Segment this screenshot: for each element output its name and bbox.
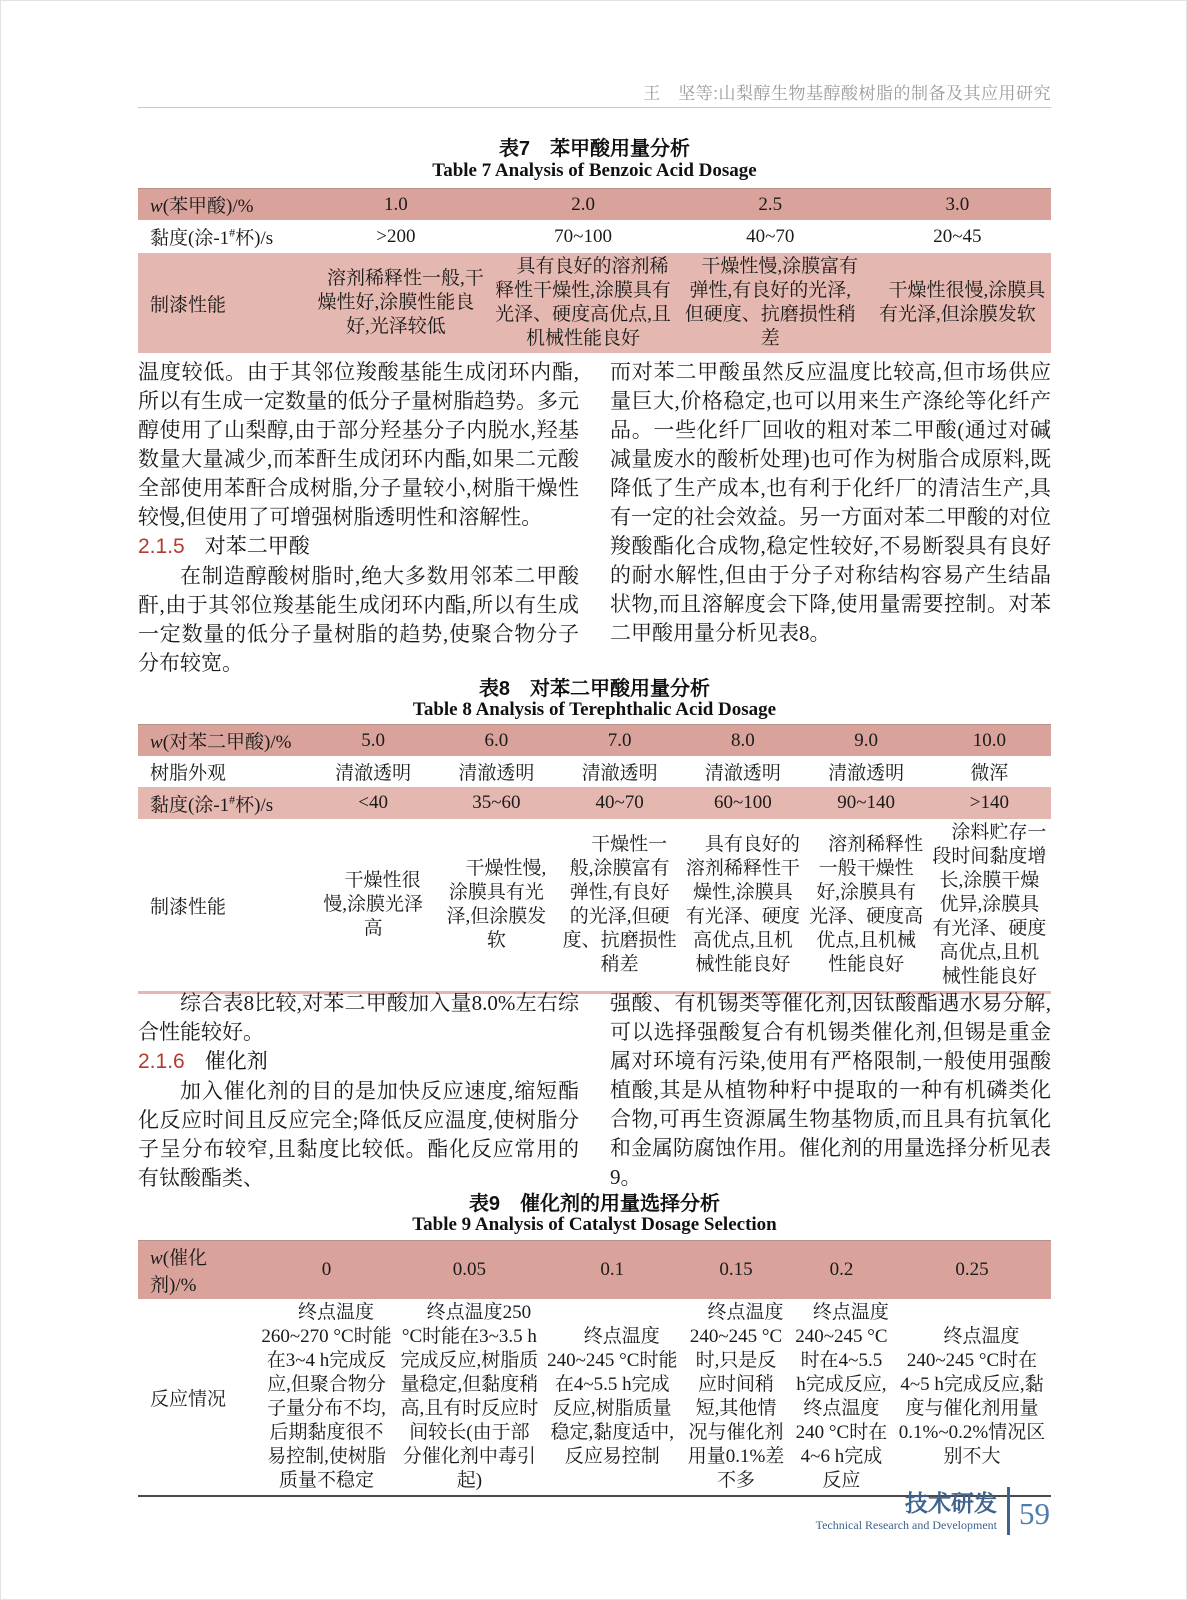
footer-section-cn: 技术研发: [905, 1489, 997, 1516]
superscript-hash: #: [229, 792, 236, 807]
table-row: [138, 253, 1051, 353]
table-cell: 20~45: [933, 225, 982, 247]
table-cell: 清澈透明: [828, 763, 905, 784]
table-cell: 清澈透明: [458, 763, 535, 784]
table-cell: 5.0: [361, 729, 385, 751]
paragraph: 强酸、有机锡类等催化剂,因钛酸酯遇水易分解,可以选择强酸复合有机锡类催化剂,但锡是重金属对环境有污染,使用有严格限制,一般使用强酸植酸,其是从植物种籽中提取的一种有机磷类化合物,可再生资源属生物基物质,而且具有抗氧化和金属防腐蚀作用。催化剂的用量选择分析见表9。: [610, 991, 1051, 1189]
table-cell: [138, 189, 302, 221]
table8-title-cn: 表8 对苯二甲酸用量分析: [478, 678, 711, 700]
label-text: 杯)/s: [235, 228, 274, 249]
table-cell: 40~70: [595, 792, 644, 813]
table8-title-en: Table 8 Analysis of Terephthalic Acid Dosage: [412, 699, 777, 720]
table9-title-cn: 表9 催化剂的用量选择分析: [468, 1193, 721, 1215]
table-cell: 溶剂稀释性一般,干燥性好,涂膜性能良好,光泽较低: [317, 268, 484, 337]
table-cell: 2.5: [758, 193, 783, 215]
table-cell: 3.0: [945, 193, 970, 215]
section-heading-2-1-5: [138, 532, 579, 562]
table-cell: [138, 725, 311, 757]
table-row: [138, 787, 1051, 819]
table-cell: 70~100: [554, 225, 612, 247]
label-text: 黏度(涂-1: [150, 228, 230, 249]
table-row: [138, 1299, 1051, 1496]
table-row: [138, 756, 1051, 787]
body-section-1: [138, 358, 1051, 678]
label-text: 杯)/s: [235, 794, 274, 816]
table-row: [138, 220, 1051, 253]
table7-title-cn: 表7 苯甲酸用量分析: [498, 138, 691, 160]
section-number: 2.1.6: [138, 1050, 185, 1073]
table-cell: 8.0: [730, 729, 755, 751]
table-cell: 终点温度240~245 °C时,只是反应时间稍短,其他情况与催化剂用量0.1%差不多: [687, 1302, 785, 1491]
table-cell: 0: [321, 1259, 332, 1280]
table-cell: 0.15: [719, 1259, 753, 1280]
table-cell: [138, 220, 302, 253]
table-cell: 0.05: [452, 1259, 487, 1280]
paragraph: 温度较低。由于其邻位羧酸基能生成闭环内酯,所以有生成一定数量的低分子量树脂趋势。多元醇使用了山梨醇,由于部分羟基分子内脱水,羟基数量大量减少,而苯酐生成闭环内酯,如果二元酸全部使用苯酐合成树脂,分子量较小,树脂干燥性较慢,但使用了可增强树脂透明性和溶解性。: [138, 360, 579, 529]
section-title: 对苯二甲酸: [204, 535, 310, 558]
table-cell: 40~70: [746, 225, 795, 247]
superscript-hash: #: [229, 225, 236, 240]
label-text: (催化剂)/%: [150, 1248, 208, 1296]
table-cell: 2.0: [571, 193, 595, 215]
table-cell: 终点温度240~245 °C时能在4~5.5 h完成反应,树脂质量稳定,黏度适中,反应易控制: [547, 1326, 678, 1467]
paragraph: 在制造醇酸树脂时,绝大多数用邻苯二甲酸酐,由于其邻位羧基能生成闭环内酯,所以有生成一定数量的低分子量树脂的趋势,使聚合物分子分布较宽。: [138, 564, 579, 675]
table-cell: 具有良好的溶剂稀释性干燥性,涂膜具有光泽、硬度高优点,且机械性能良好: [685, 834, 800, 975]
right-column: [610, 358, 1051, 678]
table-row: [138, 725, 1051, 757]
table-cell: 1.0: [384, 193, 408, 215]
table-cell: 涂料贮存一段时间黏度增长,涂膜干燥优异,涂膜具有光泽、硬度高优点,且机械性能良好: [932, 822, 1047, 987]
table-cell: 终点温度240~245 °C时在4~5.5 h完成反应,终点温度240 °C时在4~6 h完成反应: [795, 1302, 889, 1491]
table-cell: 35~60: [472, 792, 521, 813]
footer-section: [816, 1490, 997, 1533]
table-cell: 清澈透明: [704, 763, 781, 784]
table-cell: 反应情况: [150, 1388, 227, 1410]
variable-w: w: [150, 732, 163, 753]
table-7: [138, 188, 1051, 353]
table-cell: 溶剂稀释性一般干燥性好,涂膜具有光泽、硬度高优点,且机械性能良好: [809, 834, 924, 975]
table-cell: [138, 787, 311, 819]
right-column: [610, 989, 1051, 1193]
table-cell: 干燥性一般,涂膜富有弹性,有良好的光泽,但硬度、抗磨损性稍差: [562, 834, 677, 975]
label-text: 黏度(涂-1: [150, 794, 230, 816]
page-number: 59: [1019, 1496, 1050, 1531]
table-cell: 9.0: [854, 729, 878, 751]
table-cell: 干燥性很慢,涂膜光泽高: [323, 870, 423, 939]
table-cell: 终点温度260~270 °C时能在3~4 h完成反应,但聚合物分子量分布不均,后期黏度很不易控制,使树脂质量不稳定: [261, 1302, 392, 1491]
body-section-2: [138, 989, 1051, 1193]
table9-title-en: Table 9 Analysis of Catalyst Dosage Selection: [412, 1214, 777, 1235]
section-heading-2-1-6: [138, 1047, 579, 1077]
table-cell: 微浑: [970, 763, 1009, 784]
page-footer: [816, 1487, 1050, 1535]
table-cell: 90~140: [837, 792, 895, 813]
table-row: [138, 189, 1051, 221]
table-cell: 0.1: [600, 1259, 625, 1280]
table-cell: 终点温度250 °C时能在3~3.5 h完成反应,树脂质量稳定,但黏度稍高,且有时反应时间较长(由于部分催化剂中毒引起): [400, 1302, 539, 1491]
variable-w: w: [150, 1248, 163, 1269]
table-cell: 60~100: [713, 792, 772, 813]
table-row: [138, 819, 1051, 993]
table-cell: >140: [969, 792, 1009, 813]
table-cell: 0.2: [829, 1259, 854, 1280]
paragraph: 综合表8比较,对苯二甲酸加入量8.0%左右综合性能较好。: [138, 991, 579, 1044]
table-cell: 清澈透明: [581, 763, 658, 784]
table-cell: 终点温度240~245 °C时在4~5 h完成反应,黏度与催化剂用量0.1%~0.2%情况区别不大: [898, 1326, 1046, 1467]
running-head: 王 坚等:山梨醇生物基醇酸树脂的制备及其应用研究: [643, 84, 1051, 103]
table-cell: 7.0: [607, 729, 632, 751]
left-column: [138, 358, 579, 678]
table-cell: <40: [358, 792, 388, 813]
variable-w: w: [150, 196, 163, 217]
table-cell: 清澈透明: [335, 763, 412, 784]
paragraph: 而对苯二甲酸虽然反应温度比较高,但市场供应量巨大,价格稳定,也可以用来生产涤纶等化纤产品。一些化纤厂回收的粗对苯二甲酸(通过对碱减量废水的酸析处理)也可作为树脂合成原料,既降低了生产成本,也有利于化纤厂的清洁生产,具有一定的社会效益。另一方面对苯二甲酸的对位羧酸酯化合成物,稳定性较好,不易断裂具有良好的耐水解性,但由于分子对称结构容易产生结晶状物,而且溶解度会下降,使用量需要控制。对苯二甲酸用量分析见表8。: [610, 360, 1051, 645]
table-cell: 0.25: [955, 1259, 989, 1280]
footer-section-en: Technical Research and Development: [815, 1517, 997, 1532]
paragraph: 加入催化剂的目的是加快反应速度,缩短酯化反应时间且反应完全;降低反应温度,使树脂分子呈分布较窄,且黏度比较低。酯化反应常用的有钛酸酯类、: [138, 1079, 579, 1190]
table-cell: 具有良好的溶剂稀释性干燥性,涂膜具有光泽、硬度高优点,且机械性能良好: [495, 256, 671, 349]
table-cell: 干燥性慢,涂膜富有弹性,有良好的光泽,但硬度、抗磨损性稍差: [684, 256, 859, 349]
table-9: [138, 1240, 1051, 1497]
table-8: [138, 724, 1051, 994]
table-cell: 10.0: [972, 729, 1006, 751]
left-column: [138, 989, 579, 1193]
table-cell: [138, 1241, 257, 1300]
section-title: 催化剂: [204, 1050, 268, 1073]
footer-divider: [1007, 1487, 1010, 1535]
table-cell: 制漆性能: [150, 896, 227, 918]
table-cell: 干燥性很慢,涂膜具有光泽,但涂膜发软: [879, 280, 1046, 325]
table-cell: 6.0: [484, 729, 509, 751]
table-row: [138, 1241, 1051, 1300]
header-rule: [138, 107, 1051, 108]
label-text: (对苯二甲酸)/%: [162, 732, 292, 753]
table-cell: 干燥性慢,涂膜具有光泽,但涂膜发软: [446, 858, 547, 951]
table-cell: 制漆性能: [150, 294, 227, 316]
section-number: 2.1.5: [138, 535, 185, 558]
table7-title-en: Table 7 Analysis of Benzoic Acid Dosage: [432, 160, 757, 181]
label-text: (苯甲酸)/%: [162, 196, 254, 217]
table-cell: 树脂外观: [150, 763, 227, 784]
table-cell: >200: [376, 225, 416, 247]
